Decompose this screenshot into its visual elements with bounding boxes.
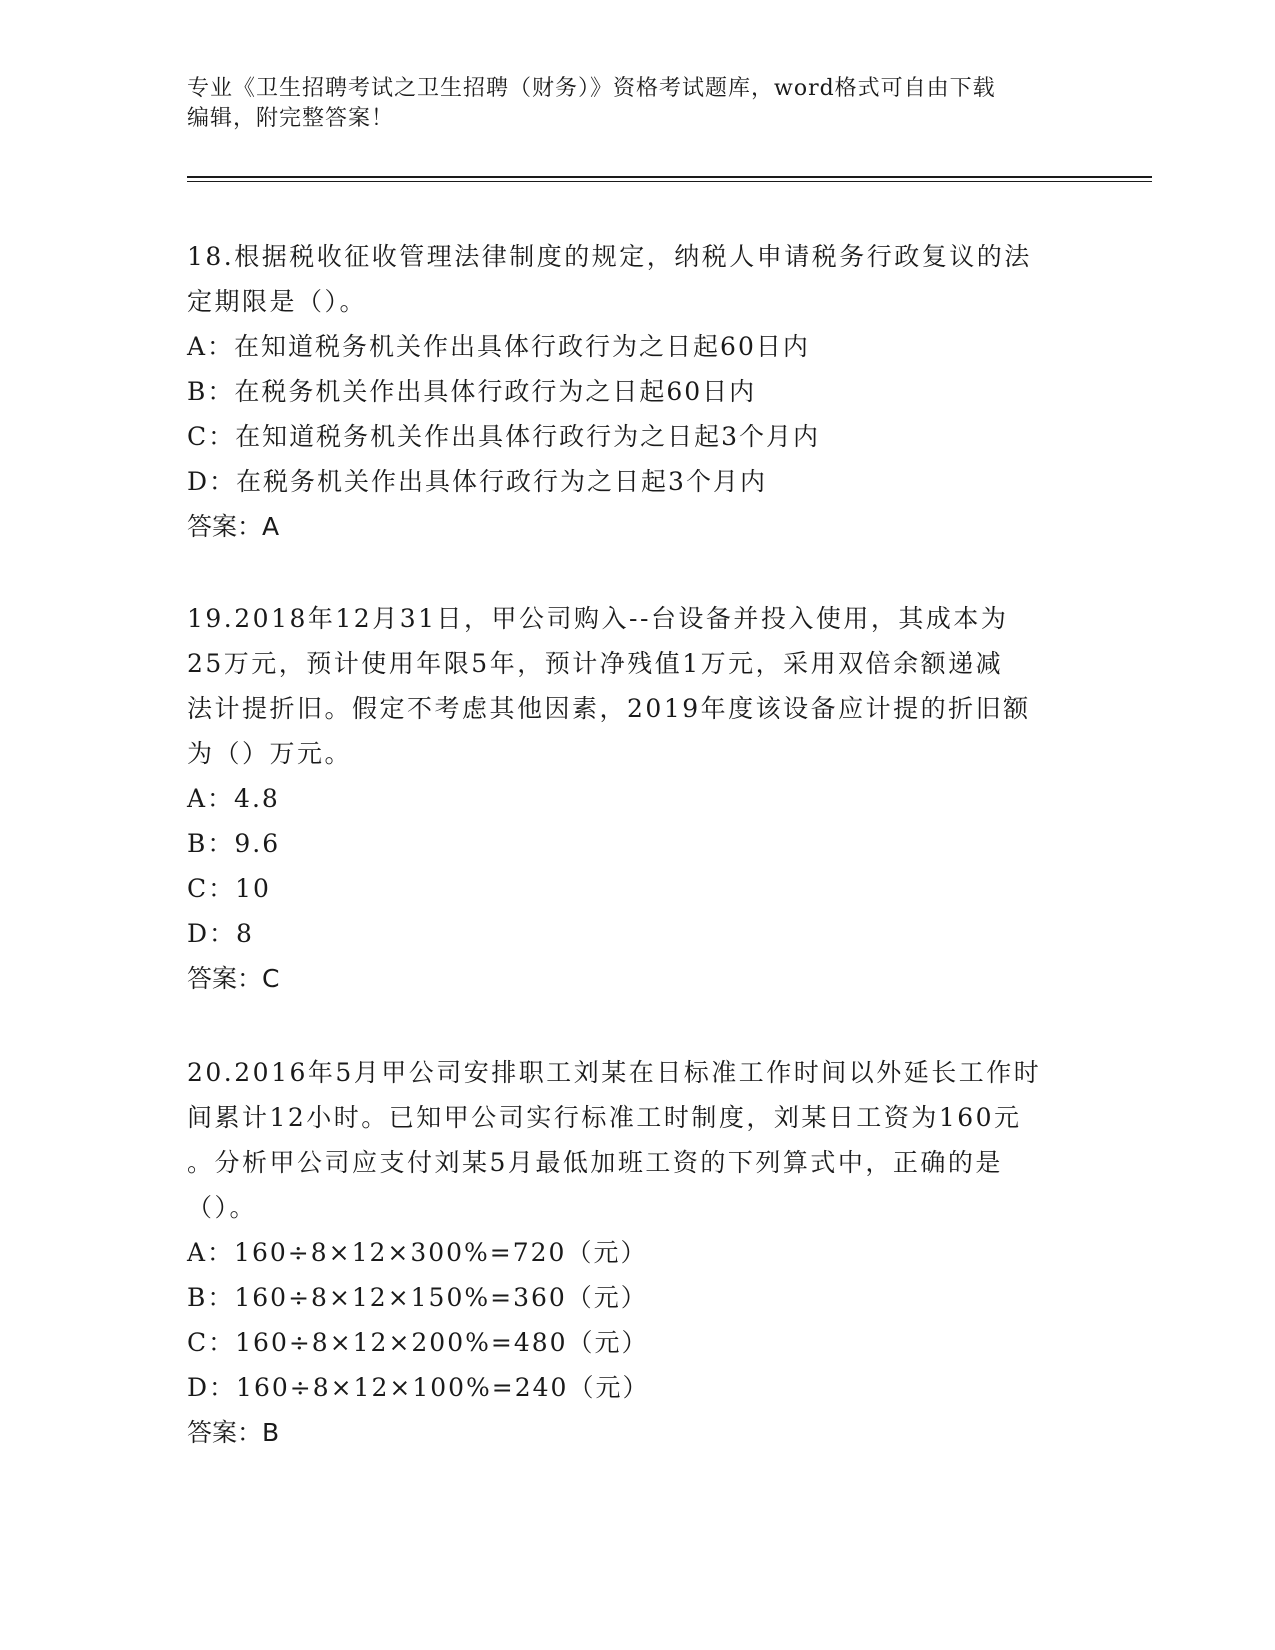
question-19 — [187, 596, 1087, 1001]
question-stem-line: 25万元，预计使用年限5年，预计净残值1万元，采用双倍余额递减 — [187, 649, 1004, 678]
document-header — [187, 74, 1087, 134]
option-a: A：4.8 — [187, 784, 280, 813]
question-stem — [187, 596, 1087, 776]
question-20 — [187, 1050, 1087, 1455]
option-c: C：10 — [187, 874, 271, 903]
question-stem-line: 法计提折旧。假定不考虑其他因素，2019年度该设备应计提的折旧额 — [187, 694, 1031, 723]
question-stem-line: （）。 — [187, 1193, 258, 1222]
option-d: D：160÷8×12×100%=240（元） — [187, 1373, 650, 1402]
question-18 — [187, 234, 1087, 549]
question-stem-line: 。分析甲公司应支付刘某5月最低加班工资的下列算式中，正确的是 — [187, 1148, 1003, 1177]
question-stem-line: 20.2016年5月甲公司安排职工刘某在日标准工作时间以外延长工作时 — [187, 1058, 1042, 1087]
option-a: A：160÷8×12×300%=720（元） — [187, 1238, 648, 1267]
option-d: D：8 — [187, 919, 254, 948]
option-b: B：在税务机关作出具体行政行为之日起60日内 — [187, 377, 757, 406]
option-b: B：9.6 — [187, 829, 281, 858]
answer-label: 答案：C — [187, 964, 280, 993]
header-line-2: 编辑，附完整答案！ — [187, 106, 395, 131]
answer-label: 答案：B — [187, 1418, 280, 1447]
option-c: C：160÷8×12×200%=480（元） — [187, 1328, 649, 1357]
header-divider-thick — [187, 176, 1152, 178]
option-d: D：在税务机关作出具体行政行为之日起3个月内 — [187, 467, 767, 496]
option-a: A：在知道税务机关作出具体行政行为之日起60日内 — [187, 332, 810, 361]
question-stem — [187, 234, 1087, 324]
answer-label: 答案：A — [187, 512, 280, 541]
question-stem-line: 19.2018年12月31日，甲公司购入--台设备并投入使用，其成本为 — [187, 604, 1009, 633]
question-stem-line: 18.根据税收征收管理法律制度的规定，纳税人申请税务行政复议的法 — [187, 242, 1032, 271]
question-stem-line: 间累计12小时。已知甲公司实行标准工时制度，刘某日工资为160元 — [187, 1103, 1022, 1132]
question-stem — [187, 1050, 1087, 1230]
header-divider-thin — [187, 181, 1152, 182]
header-line-1: 专业《卫生招聘考试之卫生招聘（财务）》资格考试题库，word格式可自由下载 — [187, 76, 996, 101]
question-stem-line: 定期限是（）。 — [187, 287, 368, 316]
question-stem-line: 为（）万元。 — [187, 739, 353, 768]
option-b: B：160÷8×12×150%=360（元） — [187, 1283, 648, 1312]
option-c: C：在知道税务机关作出具体行政行为之日起3个月内 — [187, 422, 821, 451]
